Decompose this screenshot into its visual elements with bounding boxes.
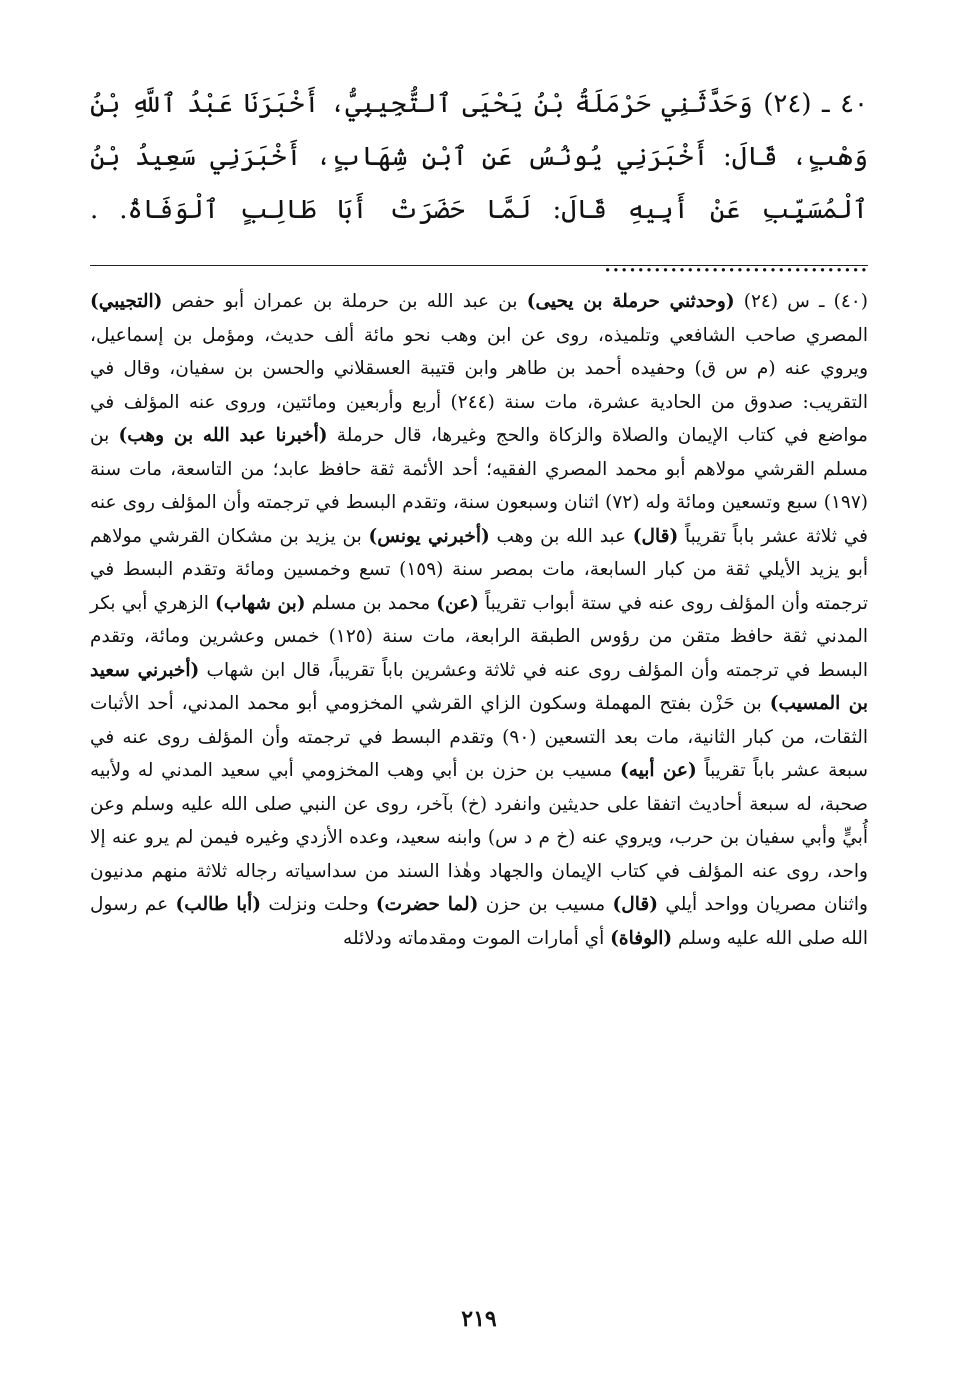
- commentary-segment: مسيب بن حزن: [478, 894, 613, 915]
- commentary-segment: بن يزيد بن مشكان القرشي مولاهم أبو يزيد الأيلي ثقة من كبار السابعة، مات بمصر سنة (١٥٩) تسع وخمسين ومائة وتقدم البسط في ترجمته وأن المؤلف روى عنه في ستة أبواب تقريباً: [90, 525, 868, 614]
- commentary-segment: بن عبد الله بن حرملة بن عمران أبو حفص: [162, 291, 527, 312]
- commentary-segment: مسيب بن حزن بن أبي وهب المخزومي أبي سعيد المدني له ولأبيه صحبة، له سبعة أحاديث اتفقا على حديثين وانفرد (خ) بآخر، روى عن النبي صلى الله عليه وسلم وعن أُبيٍّ وأبي سفيان بن حرب، ويروي عنه (خ م د س) وابنه سعيد، وعده الأزدي وغيره فيمن لم يرو عنه إلا واحد، روى عنه المؤلف في كتاب الإيمان والجهاد وهٰذا السند من سداسياته رجاله ثلاثة منهم مدنيون واثنان مصريان وواحد أيلي: [90, 760, 868, 915]
- quoted-term: (عن أبيه): [620, 760, 697, 781]
- commentary-segment: المصري صاحب الشافعي وتلميذه، روى عن ابن وهب نحو مائة ألف حديث، ومؤمل بن إسماعيل، ويروي عنه (م س ق) وحفيده أحمد بن طاهر وابن قتيبة العسقلاني والحسن بن سفيان، وقال في التقريب: صدوق من الحادية عشرة، مات سنة (٢٤٤) أربع وأربعين ومائتين، وروى عنه المؤلف في مواضع في كتاب الإيمان والصلاة والزكاة والحج وغيرها، قال حرملة: [90, 324, 869, 446]
- commentary-segment: بن مسلم القرشي مولاهم أبو محمد المصري الفقيه؛ أحد الأئمة ثقة حافظ عابد؛ من التاسعة، مات سنة (١٩٧) سبع وتسعين ومائة وله (٧٢) اثنان وسبعون سنة، وتقدم البسط في ترجمته وأن المؤلف روى عنه في ثلاثة عشر باباً تقريباً: [90, 425, 868, 547]
- quoted-term: (قال): [612, 894, 658, 915]
- commentary-segment: بن حَزْن بفتح المهملة وسكون الزاي القرشي المخزومي أبو محمد المدني، أحد الأثبات الثقات، من كبار الثانية، مات بعد التسعين (٩٠) وتقدم البسط في ترجمته وأن المؤلف روى عنه في سبعة عشر باباً تقريباً: [90, 693, 868, 781]
- quoted-term: (أخبرنا عبد الله بن وهب): [118, 425, 328, 446]
- commentary-segment: الزهري أبي بكر المدني ثقة حافظ متقن من رؤوس الطبقة الرابعة، مات سنة (١٢٥) خمس وعشرين ومائة، وتقدم البسط في ترجمته وأن المؤلف روى عنه في ثلاثة وعشرين باباً تقريباً، قال ابن شهاب: [90, 592, 869, 681]
- page-number: ٢١٩: [461, 1306, 497, 1332]
- commentary-segment: محمد بن مسلم: [305, 592, 437, 614]
- commentary-segment: (٤٠) ـ س (٢٤): [734, 291, 868, 312]
- hadith-body: ٤٠ ـ (٢٤) وَحَدَّثَنِي حَرْمَلَةُ بْنُ يَحْيَى ٱلتُّجِيبِيُّ، أَخْبَرَنَا عَبْدُ ٱللَّهِ بْنُ وَهْبٍ، قَالَ: أَخْبَرَنِي يُونُسُ عَنِ ٱبْنِ شِهَابٍ، أَخْبَرَنِي سَعِيدُ بْنُ ٱلْمُسَيِّبِ عَنْ أَبِيهِ قَالَ: لَمَّا حَضَرَتْ أَبَا طَالِبٍ ٱلْوَفَاةُ. .: [90, 89, 868, 225]
- quoted-term: (أخبرني يونس): [368, 525, 490, 547]
- footnote-divider: [90, 265, 868, 266]
- commentary-segment: أي أمارات الموت ومقدماته ودلائله: [343, 927, 611, 949]
- quoted-term: (بن شهاب): [215, 592, 306, 614]
- quoted-term: (أبا طالب): [175, 894, 262, 915]
- quoted-term: (أخبرني سعيد بن المسيب): [90, 659, 869, 714]
- quoted-term: (التجيبي): [90, 291, 163, 312]
- quoted-term: (عن): [436, 592, 479, 614]
- quoted-term: (الوفاة): [610, 927, 673, 949]
- quoted-term: (وحدثني حرملة بن يحيى): [526, 291, 735, 312]
- commentary-segment: وحلت ونزلت: [261, 894, 376, 915]
- quoted-term: (قال): [632, 525, 679, 547]
- commentary-segment: عم رسول الله صلى الله عليه وسلم: [90, 894, 868, 949]
- quoted-term: (لما حضرت): [375, 894, 479, 915]
- commentary-text: [90, 285, 868, 955]
- ellipsis-dots: ................................: [603, 248, 868, 278]
- hadith-text: [90, 78, 868, 290]
- commentary-segment: عبد الله بن وهب: [489, 525, 633, 547]
